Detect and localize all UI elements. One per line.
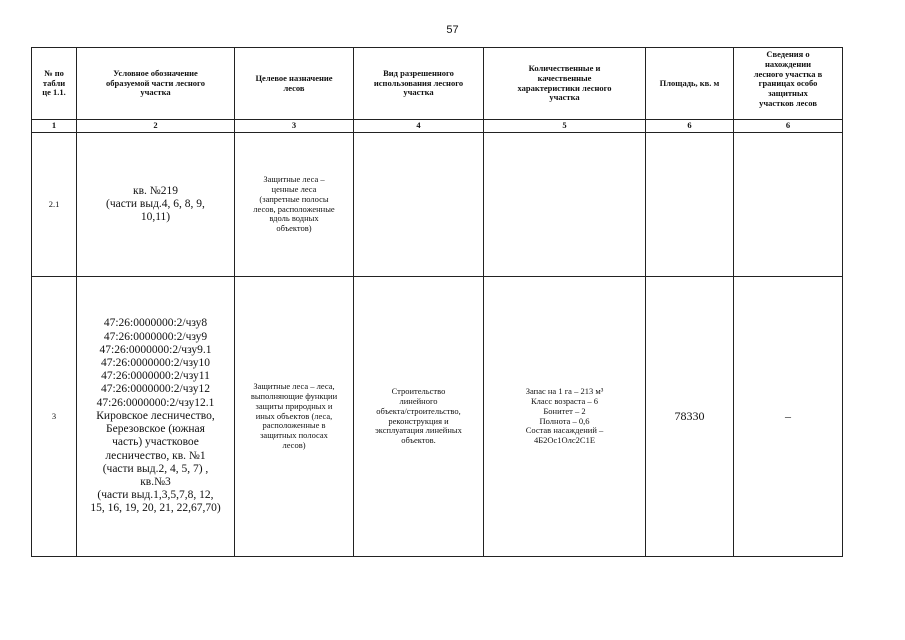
permitted-use: Строительство линейного объекта/строительство, реконструкция и эксплуатация линейных объектов. — [354, 277, 484, 557]
plot-area: 78330 — [646, 277, 734, 557]
header-row — [32, 48, 843, 120]
plot-characteristics: Запас на 1 га – 213 м³ Класс возраста – 6 Бонитет – 2 Полнота – 0,6 Состав насаждений – 4Б2Ос1Олс2С1Е — [484, 277, 646, 557]
table-row — [32, 277, 843, 557]
column-number: 6 — [734, 120, 843, 133]
column-number-row — [32, 120, 843, 133]
plot-designation: 47:26:0000000:2/чзу8 47:26:0000000:2/чзу9 47:26:0000000:2/чзу9.1 47:26:0000000:2/чзу10 47:26:0000000:2/чзу11 47:26:0000000:2/чзу12 47:26:0000000:2/чзу12.1 Кировское лесничество, Березовское (южная часть) участковое лесничество, кв. №1 (части выд.2, 4, 5, 7) , кв.№3 (части выд.1,3,5,7,8, 12, 15, 16, 19, 20, 21, 22,67,70) — [77, 277, 235, 557]
column-number: 4 — [354, 120, 484, 133]
page-number: 57 — [446, 24, 459, 36]
column-number: 3 — [235, 120, 354, 133]
forest-plot-table — [31, 47, 843, 557]
table-row — [32, 133, 843, 277]
column-number: 1 — [32, 120, 77, 133]
header-cell: № по табли це 1.1. — [32, 48, 77, 120]
protected-area-info: – — [734, 277, 843, 557]
column-number: 5 — [484, 120, 646, 133]
header-cell: Площадь, кв. м — [646, 48, 734, 120]
plot-area — [646, 133, 734, 277]
plot-designation: кв. №219 (части выд.4, 6, 8, 9, 10,11) — [77, 133, 235, 277]
protected-area-info — [734, 133, 843, 277]
permitted-use — [354, 133, 484, 277]
forest-purpose: Защитные леса – ценные леса (запретные полосы лесов, расположенные вдоль водных объектов) — [235, 133, 354, 277]
header-cell: Вид разрешенного использования лесного участка — [354, 48, 484, 120]
header-cell: Целевое назначение лесов — [235, 48, 354, 120]
column-number: 6 — [646, 120, 734, 133]
row-number: 2.1 — [32, 133, 77, 277]
header-cell: Сведения о нахождении лесного участка в границах особо защитных участков лесов — [734, 48, 843, 120]
forest-purpose: Защитные леса – леса, выполняющие функции защиты природных и иных объектов (леса, расположенные в защитных полосах лесов) — [235, 277, 354, 557]
column-number: 2 — [77, 120, 235, 133]
header-cell: Количественные и качественные характеристики лесного участка — [484, 48, 646, 120]
plot-characteristics — [484, 133, 646, 277]
header-cell: Условное обозначение образуемой части лесного участка — [77, 48, 235, 120]
row-number: 3 — [32, 277, 77, 557]
